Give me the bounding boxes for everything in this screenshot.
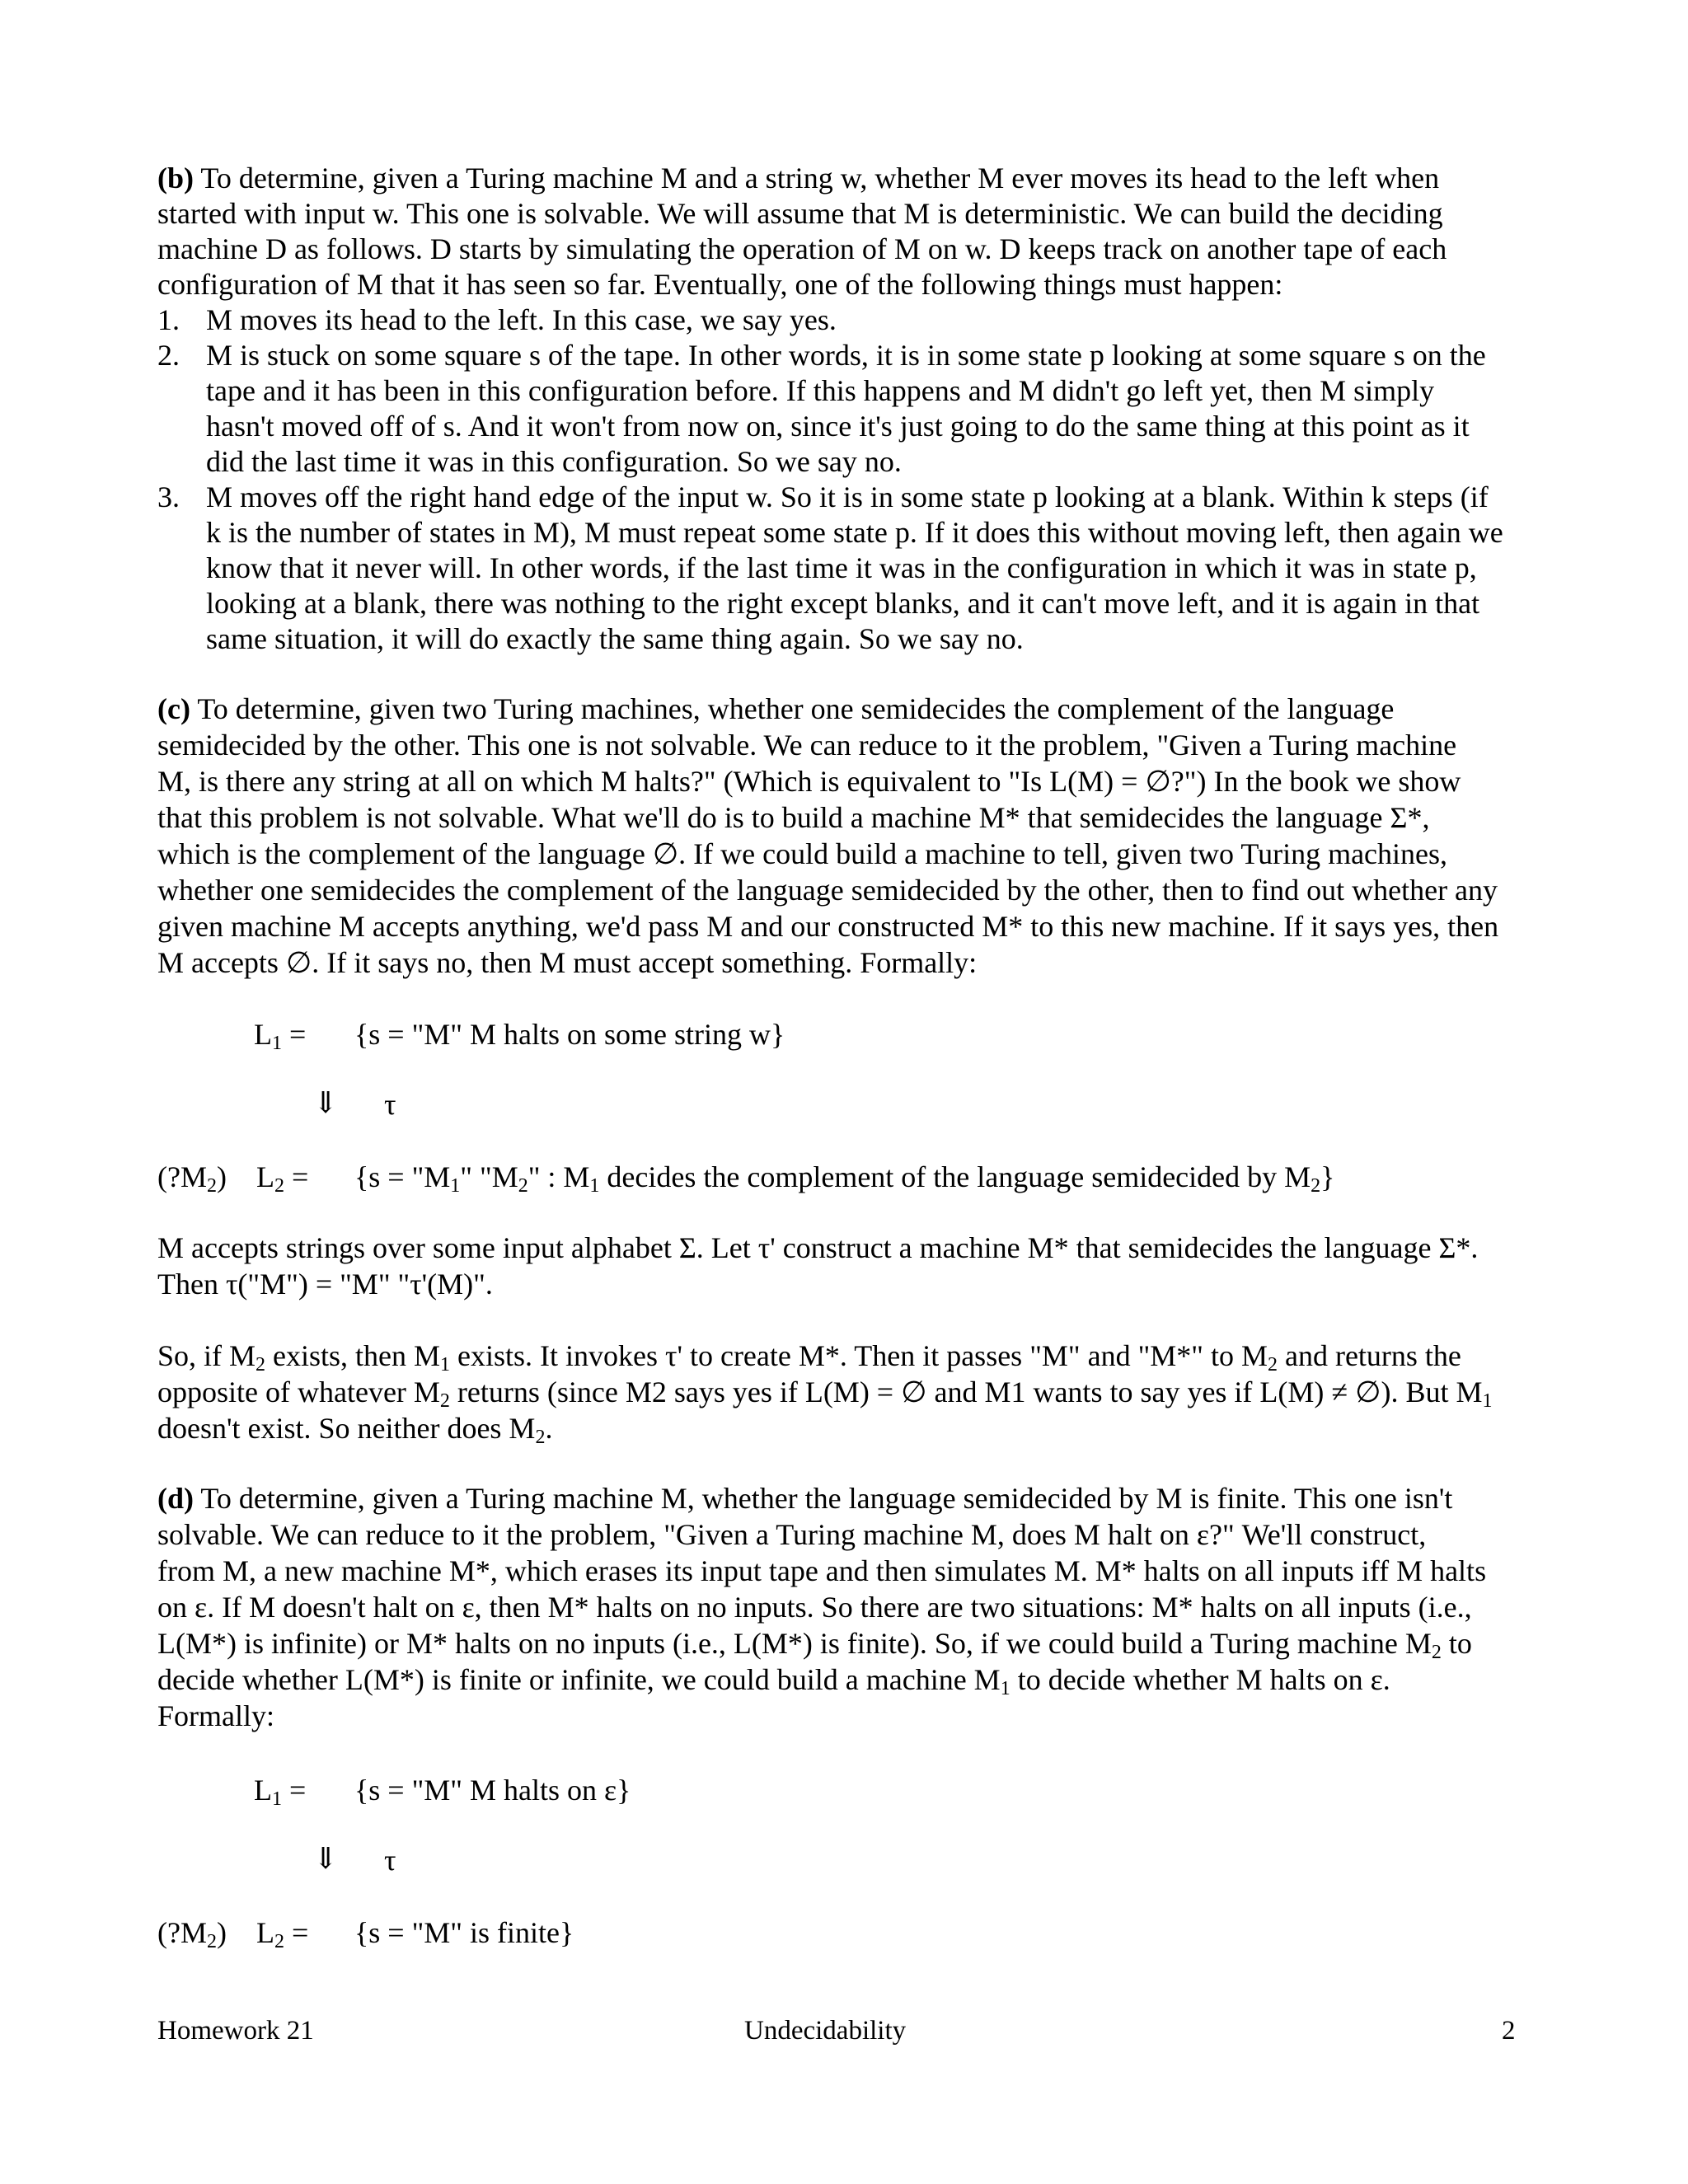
- part-d-line-1: [157, 1483, 1452, 1513]
- part-d-line-6: decide whether L(M*) is finite or infinite, we could build a machine $M_1$ to decide whether M halts on ε.: [157, 1663, 1390, 1699]
- d-reduction-arrow: ⇓: [313, 1842, 339, 1875]
- part-c-line-6: whether one semidecides the complement of the language semidecided by the other, then to find out whether any: [157, 874, 1498, 907]
- part-c-line-8: M accepts ∅. If it says no, then M must accept something. Formally:: [157, 946, 978, 979]
- list-item-number-1: 1.: [157, 303, 180, 336]
- list-item-3-line-3: know that it never will. In other words, if the last time it was in the configuration in which it was in state p,: [206, 551, 1477, 584]
- part-c-after-1: M accepts strings over some input alphabet Σ. Let τ' construct a machine M* that semidecides the language Σ*.: [157, 1231, 1479, 1264]
- list-item-number-3: 3.: [157, 480, 180, 513]
- list-item-3-line-2: k is the number of states in M), M must repeat some state p. If it does this without moving left, then again we: [206, 516, 1503, 549]
- part-c-line-1: [157, 694, 1394, 724]
- d-formal-m2-label: $(?M_2)$: [157, 1916, 227, 1952]
- part-d-text-1: To determine, given a Turing machine M, whether the language semidecided by M is finite. This one isn't: [194, 1482, 1453, 1515]
- footer-center: Undecidability: [744, 2016, 907, 2046]
- c-reduction-tau: τ: [384, 1088, 396, 1121]
- part-c-line-3: M, is there any string at all on which M halts?" (Which is equivalent to "Is L(M) = ∅?") In the book we show: [157, 765, 1461, 798]
- d-reduction-tau: τ: [384, 1844, 396, 1877]
- c-formal-m2-label: $(?M_2)$: [157, 1160, 227, 1197]
- part-d-line-4: on ε. If M doesn't halt on ε, then M* halts on no inputs. So there are two situations: M* halts on all inputs (i.e.,: [157, 1591, 1472, 1624]
- footer-left: Homework 21: [157, 2016, 314, 2046]
- part-b-line-3: machine D as follows. D starts by simulating the operation of M on w. D keeps track on another tape of each: [157, 232, 1447, 265]
- part-b-text-1: To determine, given a Turing machine M and a string w, whether M ever moves its head to the left when: [194, 162, 1440, 194]
- part-c-so-line-2: opposite of whatever $M_2$ returns (since M2 says yes if L(M) = ∅ and M1 wants to say yes if L(M) ≠ ∅). But $M_1$: [157, 1376, 1493, 1412]
- d-formal-l2-label: $L_2$ =: [256, 1916, 309, 1952]
- part-c-so-line-3: doesn't exist. So neither does $M_2$.: [157, 1412, 553, 1448]
- list-item-2-line-1: M is stuck on some square s of the tape. In other words, it is in some state p looking at some square s on the: [206, 339, 1486, 372]
- c-formal-l2-label: $L_2$ =: [256, 1160, 309, 1197]
- d-formal-l1-set: {s = "M" M halts on ε}: [354, 1774, 631, 1807]
- list-item-2-line-3: hasn't moved off of s. And it won't from now on, since it's just going to do the same thing at this point as it: [206, 410, 1470, 443]
- part-c-line-4: that this problem is not solvable. What we'll do is to build a machine M* that semidecides the language Σ*,: [157, 801, 1430, 834]
- part-c-text-1: To determine, given two Turing machines, whether one semidecides the complement of the language: [190, 692, 1395, 725]
- d-formal-l2-set: {s = "M" is finite}: [354, 1916, 574, 1949]
- list-item-2-line-4: did the last time it was in this configuration. So we say no.: [206, 445, 902, 478]
- c-formal-l1-set: {s = "M" M halts on some string w}: [354, 1018, 785, 1051]
- part-c-after-2: Then τ("M") = "M" "τ'(M)".: [157, 1268, 493, 1301]
- list-item-3-line-4: looking at a blank, there was nothing to the right except blanks, and it can't move left, and it is again in that: [206, 587, 1480, 620]
- part-d-line-5: L(M*) is infinite) or M* halts on no inputs (i.e., L(M*) is finite). So, if we could build a Turing machine $M_2$ to: [157, 1627, 1472, 1663]
- list-item-2-line-2: tape and it has been in this configuration before. If this happens and M didn't go left yet, then M simply: [206, 374, 1435, 407]
- part-b-line-4: configuration of M that it has seen so far. Eventually, one of the following things must happen:: [157, 268, 1283, 301]
- list-item-3-line-1: M moves off the right hand edge of the input w. So it is in some state p looking at a blank. Within k steps (if: [206, 480, 1489, 513]
- part-d-line-7: Formally:: [157, 1699, 274, 1732]
- part-d-line-2: solvable. We can reduce to it the problem, "Given a Turing machine M, does M halt on ε?" We'll construct,: [157, 1518, 1427, 1551]
- part-b-label: (b): [157, 162, 194, 194]
- c-formal-l1-label: $L_1$ =: [254, 1018, 307, 1054]
- part-c-line-2: semidecided by the other. This one is not solvable. We can reduce to it the problem, "Given a Turing machine: [157, 729, 1457, 762]
- part-d-label: (d): [157, 1482, 194, 1515]
- part-c-label: (c): [157, 692, 190, 725]
- c-reduction-arrow: ⇓: [313, 1086, 339, 1119]
- part-b-line-2: started with input w. This one is solvable. We will assume that M is deterministic. We can build the deciding: [157, 197, 1443, 230]
- d-formal-l1-label: $L_1$ =: [254, 1774, 307, 1810]
- part-b-line-1: [157, 163, 1439, 193]
- list-item-number-2: 2.: [157, 339, 180, 372]
- part-c-line-7: given machine M accepts anything, we'd pass M and our constructed M* to this new machine. If it says yes, then: [157, 910, 1499, 943]
- part-c-line-5: which is the complement of the language ∅. If we could build a machine to tell, given two Turing machines,: [157, 837, 1448, 870]
- c-formal-l2-set: {$s = "M_1$" "$M_2$" : $M_1$ decides the complement of the language semidecided by $M_2$}: [354, 1160, 1335, 1197]
- footer-page-number: 2: [1502, 2016, 1516, 2046]
- part-c-so-line-1: So, if $M_2$ exists, then $M_1$ exists. It invokes τ' to create M*. Then it passes "M" and "M*" to $M_2$ and returns the: [157, 1339, 1461, 1376]
- list-item-1-line-1: M moves its head to the left. In this case, we say yes.: [206, 303, 837, 336]
- list-item-3-line-5: same situation, it will do exactly the same thing again. So we say no.: [206, 622, 1024, 655]
- part-d-line-3: from M, a new machine M*, which erases its input tape and then simulates M. M* halts on all inputs iff M halts: [157, 1554, 1487, 1587]
